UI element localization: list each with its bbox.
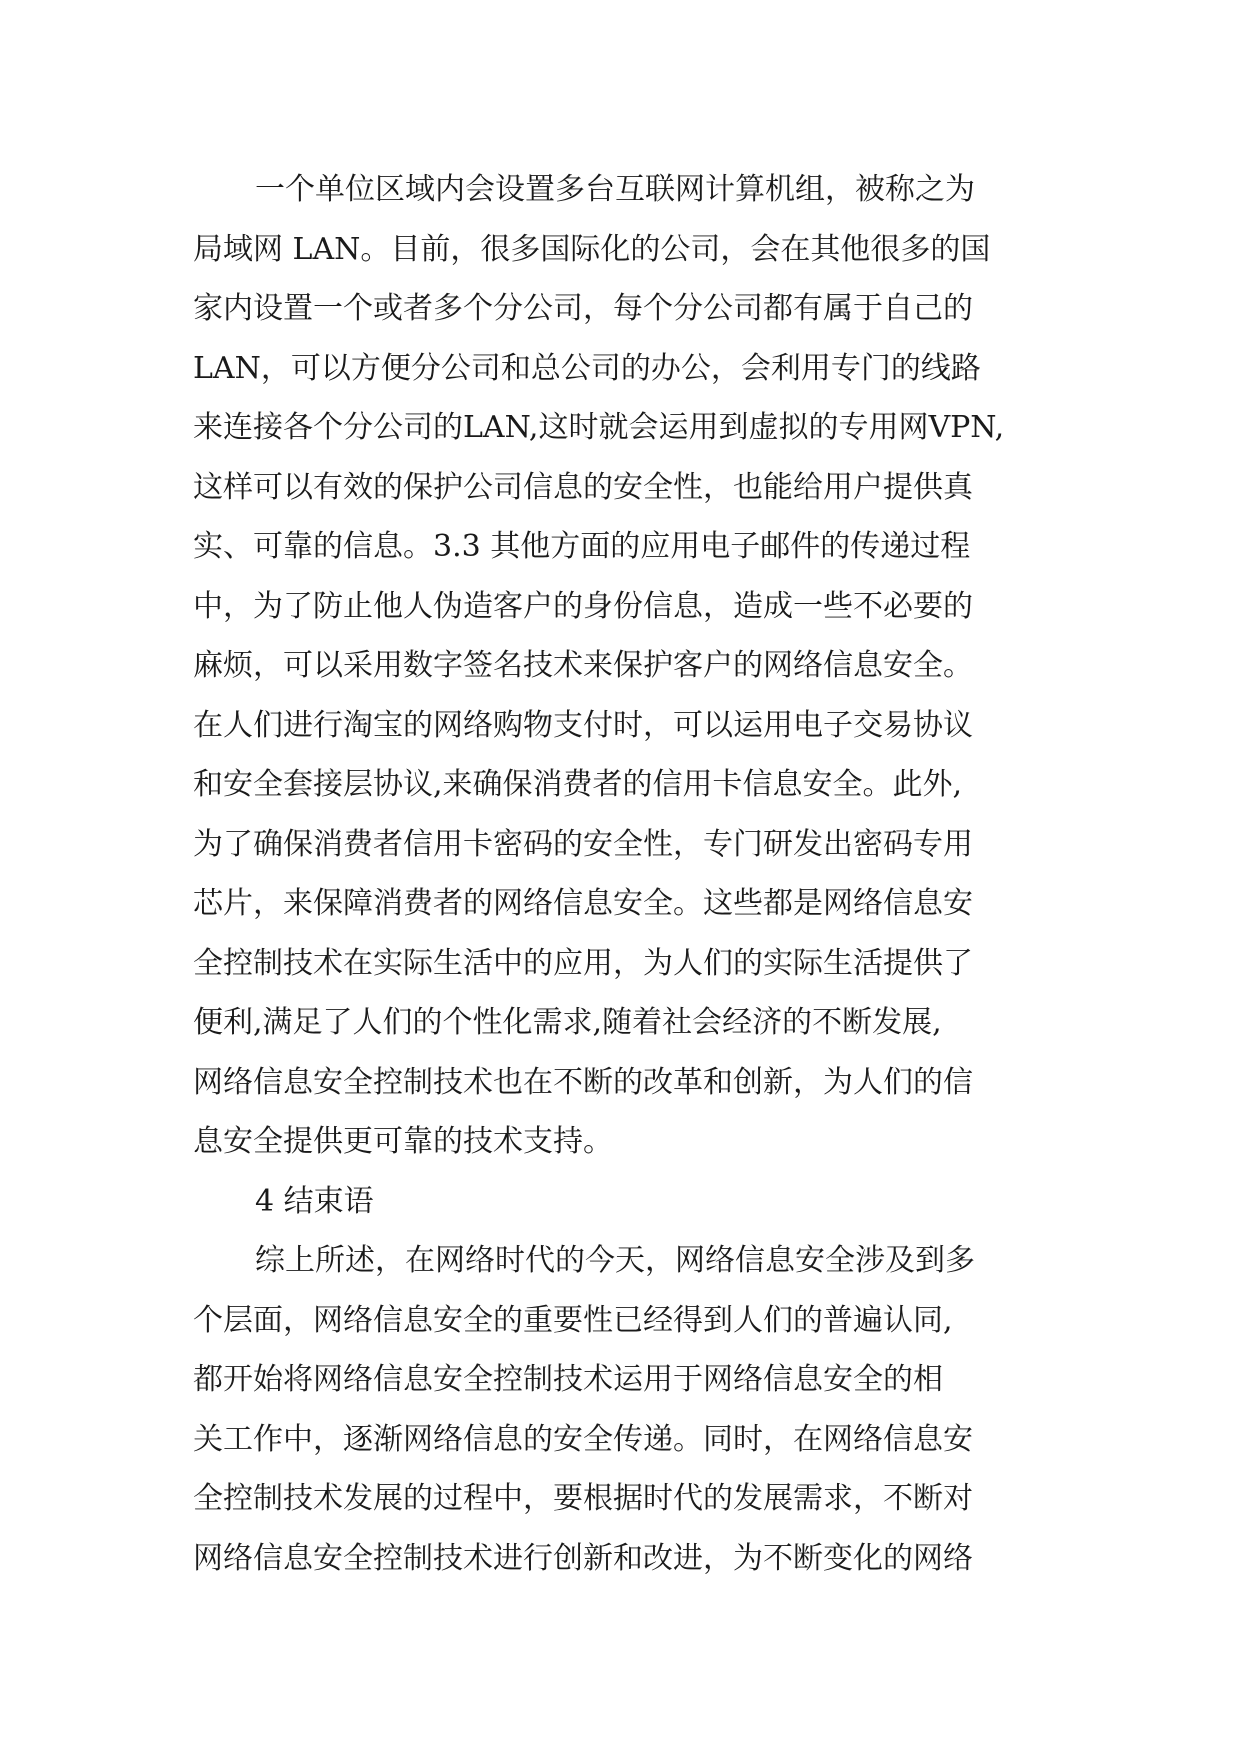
document-body xyxy=(193,160,1053,1588)
paragraph-line: 实、可靠的信息。3.3 其他方面的应用电子邮件的传递过程 xyxy=(193,529,971,564)
section-heading: 4 结束语 xyxy=(255,1183,374,1219)
paragraph-line: 关工作中，逐渐网络信息的安全传递。同时，在网络信息安 xyxy=(193,1421,973,1457)
paragraph-line: 芯片，来保障消费者的网络信息安全。这些都是网络信息安 xyxy=(193,886,973,921)
paragraph-line: 综上所述，在网络时代的今天，网络信息安全涉及到多 xyxy=(255,1243,975,1278)
paragraph-line: 在人们进行淘宝的网络购物支付时，可以运用电子交易协议 xyxy=(193,707,973,743)
paragraph-line: LAN，可以方便分公司和总公司的办公，会利用专门的线路 xyxy=(193,350,981,386)
paragraph-line: 来连接各个分公司的LAN,这时就会运用到虚拟的专用网VPN, xyxy=(193,410,1005,445)
paragraph-line: 个层面，网络信息安全的重要性已经得到人们的普遍认同, xyxy=(193,1302,953,1338)
paragraph-line: 全控制技术在实际生活中的应用，为人们的实际生活提供了 xyxy=(193,945,973,981)
paragraph-line: 网络信息安全控制技术进行创新和改进，为不断变化的网络 xyxy=(193,1540,973,1576)
paragraph-line: 为了确保消费者信用卡密码的安全性，专门研发出密码专用 xyxy=(193,826,973,862)
paragraph-line: 局域网 LAN。目前，很多国际化的公司，会在其他很多的国 xyxy=(193,231,991,267)
paragraph-line: 家内设置一个或者多个分公司，每个分公司都有属于自己的 xyxy=(193,291,973,326)
paragraph-line: 中，为了防止他人伪造客户的身份信息，造成一些不必要的 xyxy=(193,588,973,624)
paragraph-line: 和安全套接层协议,来确保消费者的信用卡信息安全。此外, xyxy=(193,767,963,802)
paragraph-line: 便利,满足了人们的个性化需求,随着社会经济的不断发展, xyxy=(193,1005,942,1040)
paragraph-line: 息安全提供更可靠的技术支持。 xyxy=(193,1124,613,1159)
paragraph-line: 都开始将网络信息安全控制技术运用于网络信息安全的相 xyxy=(193,1362,943,1397)
paragraph-line: 这样可以有效的保护公司信息的安全性，也能给用户提供真 xyxy=(193,469,973,505)
paragraph-line: 全控制技术发展的过程中，要根据时代的发展需求，不断对 xyxy=(193,1481,973,1516)
paragraph-line: 麻烦，可以采用数字签名技术来保护客户的网络信息安全。 xyxy=(193,648,973,683)
paragraph-line: 网络信息安全控制技术也在不断的改革和创新，为人们的信 xyxy=(193,1064,973,1100)
paragraph-line: 一个单位区域内会设置多台互联网计算机组，被称之为 xyxy=(255,172,975,207)
